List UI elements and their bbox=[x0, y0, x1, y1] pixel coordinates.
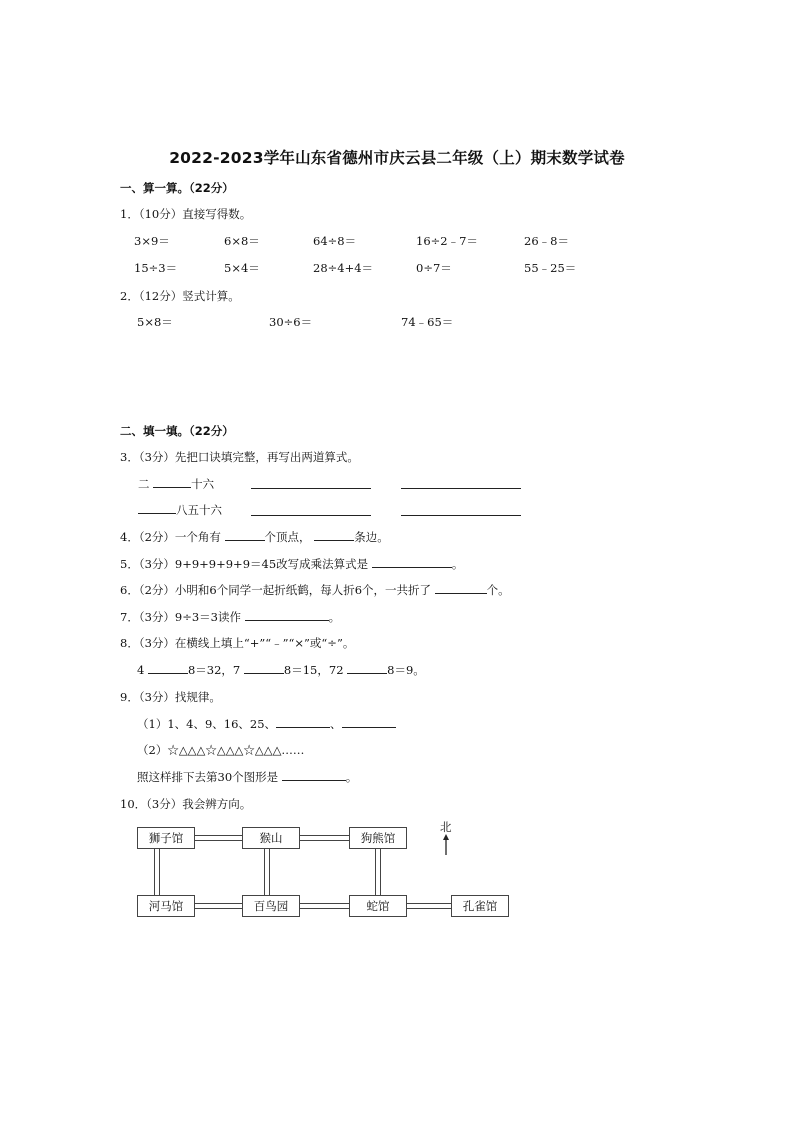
q2-item: 74﹣65＝ bbox=[401, 315, 454, 329]
q8-text: 8＝9。 bbox=[387, 663, 425, 677]
answer-blank[interactable] bbox=[153, 477, 191, 488]
q4-text: 4．（2分）一个角有 bbox=[120, 530, 221, 544]
q6-text: 个。 bbox=[486, 583, 510, 597]
q4 bbox=[120, 529, 389, 545]
q9-sub2: （2）☆△△△☆△△△☆△△△…… bbox=[137, 743, 305, 757]
answer-line[interactable] bbox=[401, 515, 521, 516]
road bbox=[154, 849, 160, 896]
q1-item: 5×4＝ bbox=[224, 261, 260, 275]
answer-blank[interactable] bbox=[138, 503, 176, 514]
q9-sub3 bbox=[137, 769, 357, 785]
place-box: 百鸟园 bbox=[242, 895, 300, 917]
q8-label: 8．（3分）在横线上填上“+”“﹣”“×”或“÷”。 bbox=[120, 636, 355, 650]
road bbox=[300, 835, 350, 841]
north-label: 北 bbox=[440, 820, 452, 834]
answer-line[interactable] bbox=[251, 515, 371, 516]
q9-text: 。 bbox=[345, 770, 358, 784]
q1-item: 28÷4+4＝ bbox=[313, 261, 374, 275]
q1-item: 16÷2﹣7＝ bbox=[416, 234, 478, 248]
q8-line bbox=[137, 662, 425, 678]
q1-label: 1．（10分）直接写得数。 bbox=[120, 207, 252, 221]
answer-blank[interactable] bbox=[314, 530, 354, 541]
q5-text: 5．（3分）9+9+9+9+9＝45改写成乘法算式是 bbox=[120, 557, 369, 571]
q5 bbox=[120, 556, 463, 572]
place-box: 河马馆 bbox=[137, 895, 195, 917]
answer-line[interactable] bbox=[401, 488, 521, 489]
q1-item: 64÷8＝ bbox=[313, 234, 357, 248]
q2-label: 2．（12分）竖式计算。 bbox=[120, 289, 240, 303]
q9-label: 9．（3分）找规律。 bbox=[120, 690, 221, 704]
road bbox=[407, 903, 453, 909]
q9-text: （1）1、4、9、16、25、 bbox=[137, 717, 277, 731]
q1-item: 26﹣8＝ bbox=[524, 234, 569, 248]
q4-text: 条边。 bbox=[354, 530, 389, 544]
q9-text: 照这样排下去第30个图形是 bbox=[137, 770, 279, 784]
q3-text: 十六 bbox=[191, 477, 215, 491]
q5-text: 。 bbox=[451, 557, 464, 571]
road bbox=[194, 835, 242, 841]
answer-blank[interactable] bbox=[435, 583, 487, 594]
answer-blank[interactable] bbox=[148, 663, 188, 674]
section2-heading: 二、填一填。（22分） bbox=[120, 424, 234, 438]
answer-line[interactable] bbox=[251, 488, 371, 489]
answer-blank[interactable] bbox=[282, 770, 346, 781]
answer-blank[interactable] bbox=[225, 530, 265, 541]
q8-text: 8＝15，72 bbox=[283, 663, 344, 677]
q8-text: 8＝32，7 bbox=[187, 663, 241, 677]
q2-item: 30÷6＝ bbox=[269, 315, 313, 329]
q9-sub1 bbox=[137, 716, 396, 732]
q3-text: 八五十六 bbox=[176, 503, 222, 517]
answer-blank[interactable] bbox=[276, 717, 330, 728]
place-box: 狗熊馆 bbox=[349, 827, 407, 849]
q3-label: 3．（3分）先把口诀填完整，再写出两道算式。 bbox=[120, 450, 359, 464]
q7 bbox=[120, 609, 340, 625]
q7-text: 7．（3分）9÷3＝3读作 bbox=[120, 610, 241, 624]
road bbox=[194, 903, 242, 909]
road bbox=[300, 903, 350, 909]
q6 bbox=[120, 582, 510, 598]
answer-blank[interactable] bbox=[372, 557, 452, 568]
q7-text: 。 bbox=[328, 610, 341, 624]
q4-text: 个顶点， bbox=[264, 530, 311, 544]
north-arrow-icon bbox=[440, 834, 452, 856]
q1-item: 55﹣25＝ bbox=[524, 261, 577, 275]
road bbox=[375, 849, 381, 896]
q3-line1 bbox=[138, 476, 214, 492]
answer-blank[interactable] bbox=[347, 663, 387, 674]
q9-text: 、 bbox=[330, 717, 342, 731]
q8-text: 4 bbox=[137, 663, 145, 677]
q1-item: 15÷3＝ bbox=[134, 261, 178, 275]
place-box: 蛇馆 bbox=[349, 895, 407, 917]
place-box: 猴山 bbox=[242, 827, 300, 849]
answer-blank[interactable] bbox=[245, 610, 329, 621]
answer-blank[interactable] bbox=[342, 717, 396, 728]
q3-line2 bbox=[138, 502, 222, 518]
road bbox=[264, 849, 270, 896]
q10-label: 10．（3分）我会辨方向。 bbox=[120, 797, 252, 811]
q3-text: 二 bbox=[138, 477, 150, 491]
place-box: 孔雀馆 bbox=[451, 895, 509, 917]
section1-heading: 一、算一算。（22分） bbox=[120, 181, 234, 195]
answer-blank[interactable] bbox=[244, 663, 284, 674]
q6-text: 6．（2分）小明和6个同学一起折纸鹤，每人折6个，一共折了 bbox=[120, 583, 432, 597]
place-box: 狮子馆 bbox=[137, 827, 195, 849]
q1-item: 6×8＝ bbox=[224, 234, 260, 248]
page-title: 2022-2023学年山东省德州市庆云县二年级（上）期末数学试卷 bbox=[169, 149, 625, 167]
q1-item: 3×9＝ bbox=[134, 234, 170, 248]
q1-item: 0÷7＝ bbox=[416, 261, 452, 275]
q2-item: 5×8＝ bbox=[137, 315, 173, 329]
